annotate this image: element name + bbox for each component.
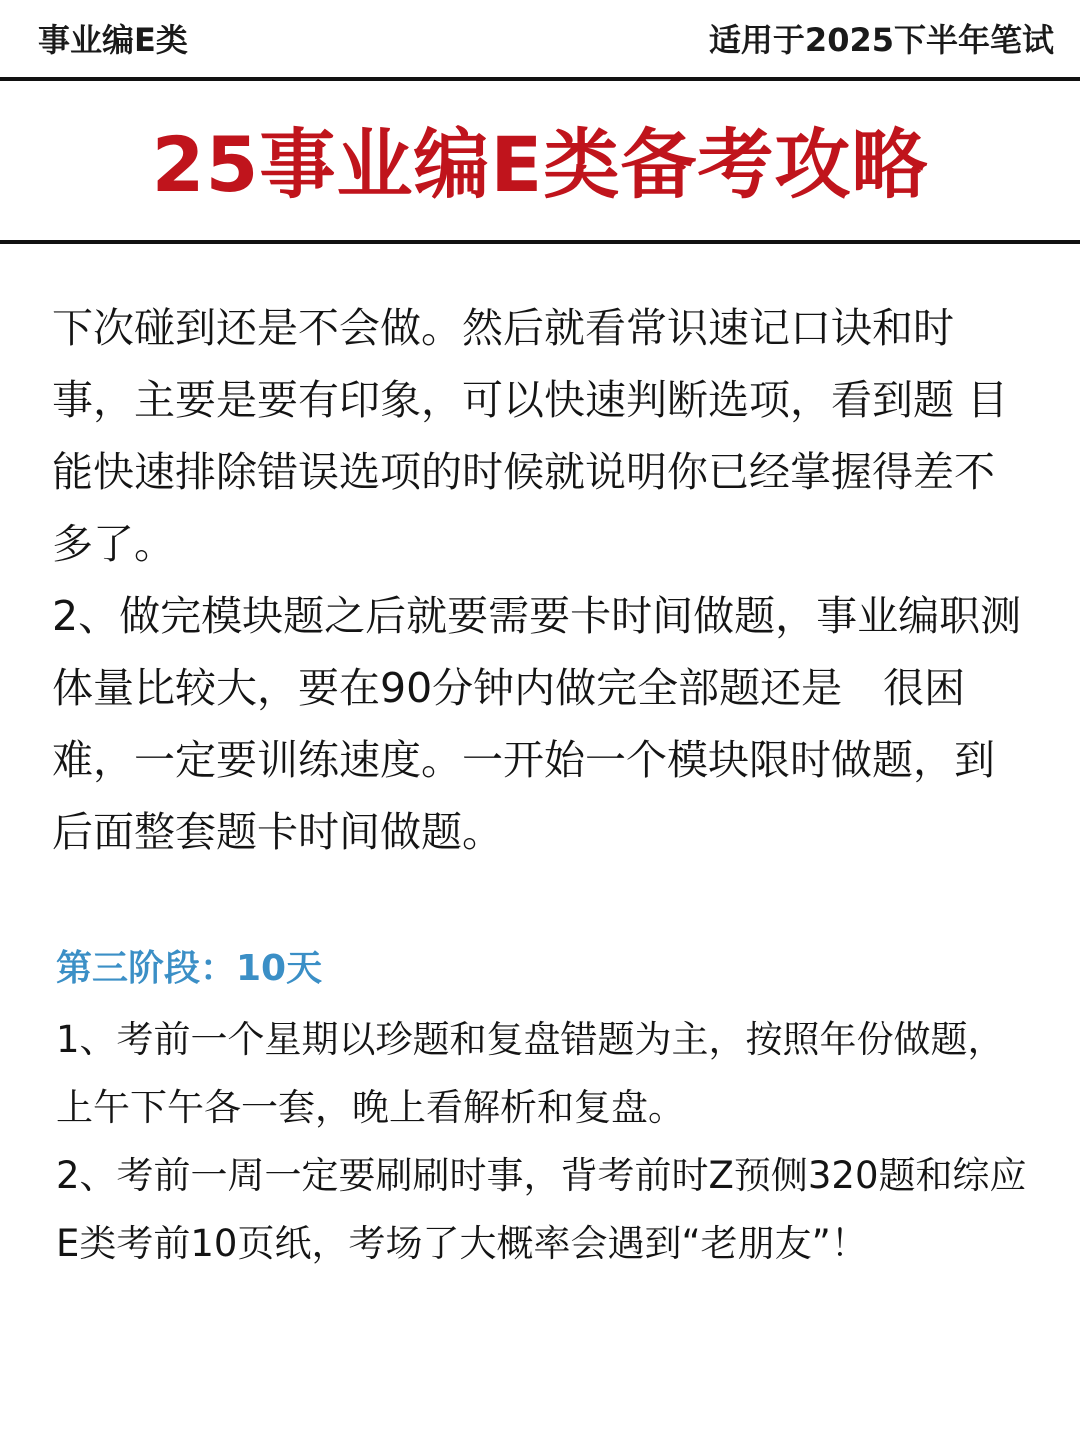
stage-three-heading: 第三阶段：10天 — [56, 948, 323, 989]
top-header — [0, 0, 1080, 80]
applicable-exam-label: 适用于2025下半年笔试 — [708, 21, 1054, 59]
top-divider — [0, 77, 1080, 81]
category-label: 事业编E类 — [38, 21, 188, 59]
stage-three-item-1: 1、考前一个星期以珍题和复盘错题为主，按照年份做题，上午下午各一套，晚上看解析和复盘。 — [56, 1018, 1005, 1129]
content-block-stage-two — [52, 292, 1027, 868]
paragraph-review-tips: 下次碰到还是不会做。然后就看常识速记口诀和时事，主要是要有印象，可以快速判断选项，看到题 目能快速排除错误选项的时候就说明你已经掌握得差不多了。 — [52, 304, 1009, 568]
title-divider — [0, 240, 1080, 244]
paragraph-timed-practice: 2、做完模块题之后就要需要卡时间做题，事业编职测体量比较大，要在90分钟内做完全部题还是 很困难，一定要训练速度。一开始一个模块限时做题，到后面整套题卡时间做题。 — [52, 592, 1022, 856]
content-block-stage-three — [56, 940, 1031, 1278]
stage-three-item-2: 2、考前一周一定要刷刷时事，背考前时Z预侧320题和综应E类考前10页纸，考场了大概率会遇到“老朋友”！ — [56, 1154, 1027, 1265]
page-title: 25事业编E类备考攻略 — [151, 120, 929, 209]
